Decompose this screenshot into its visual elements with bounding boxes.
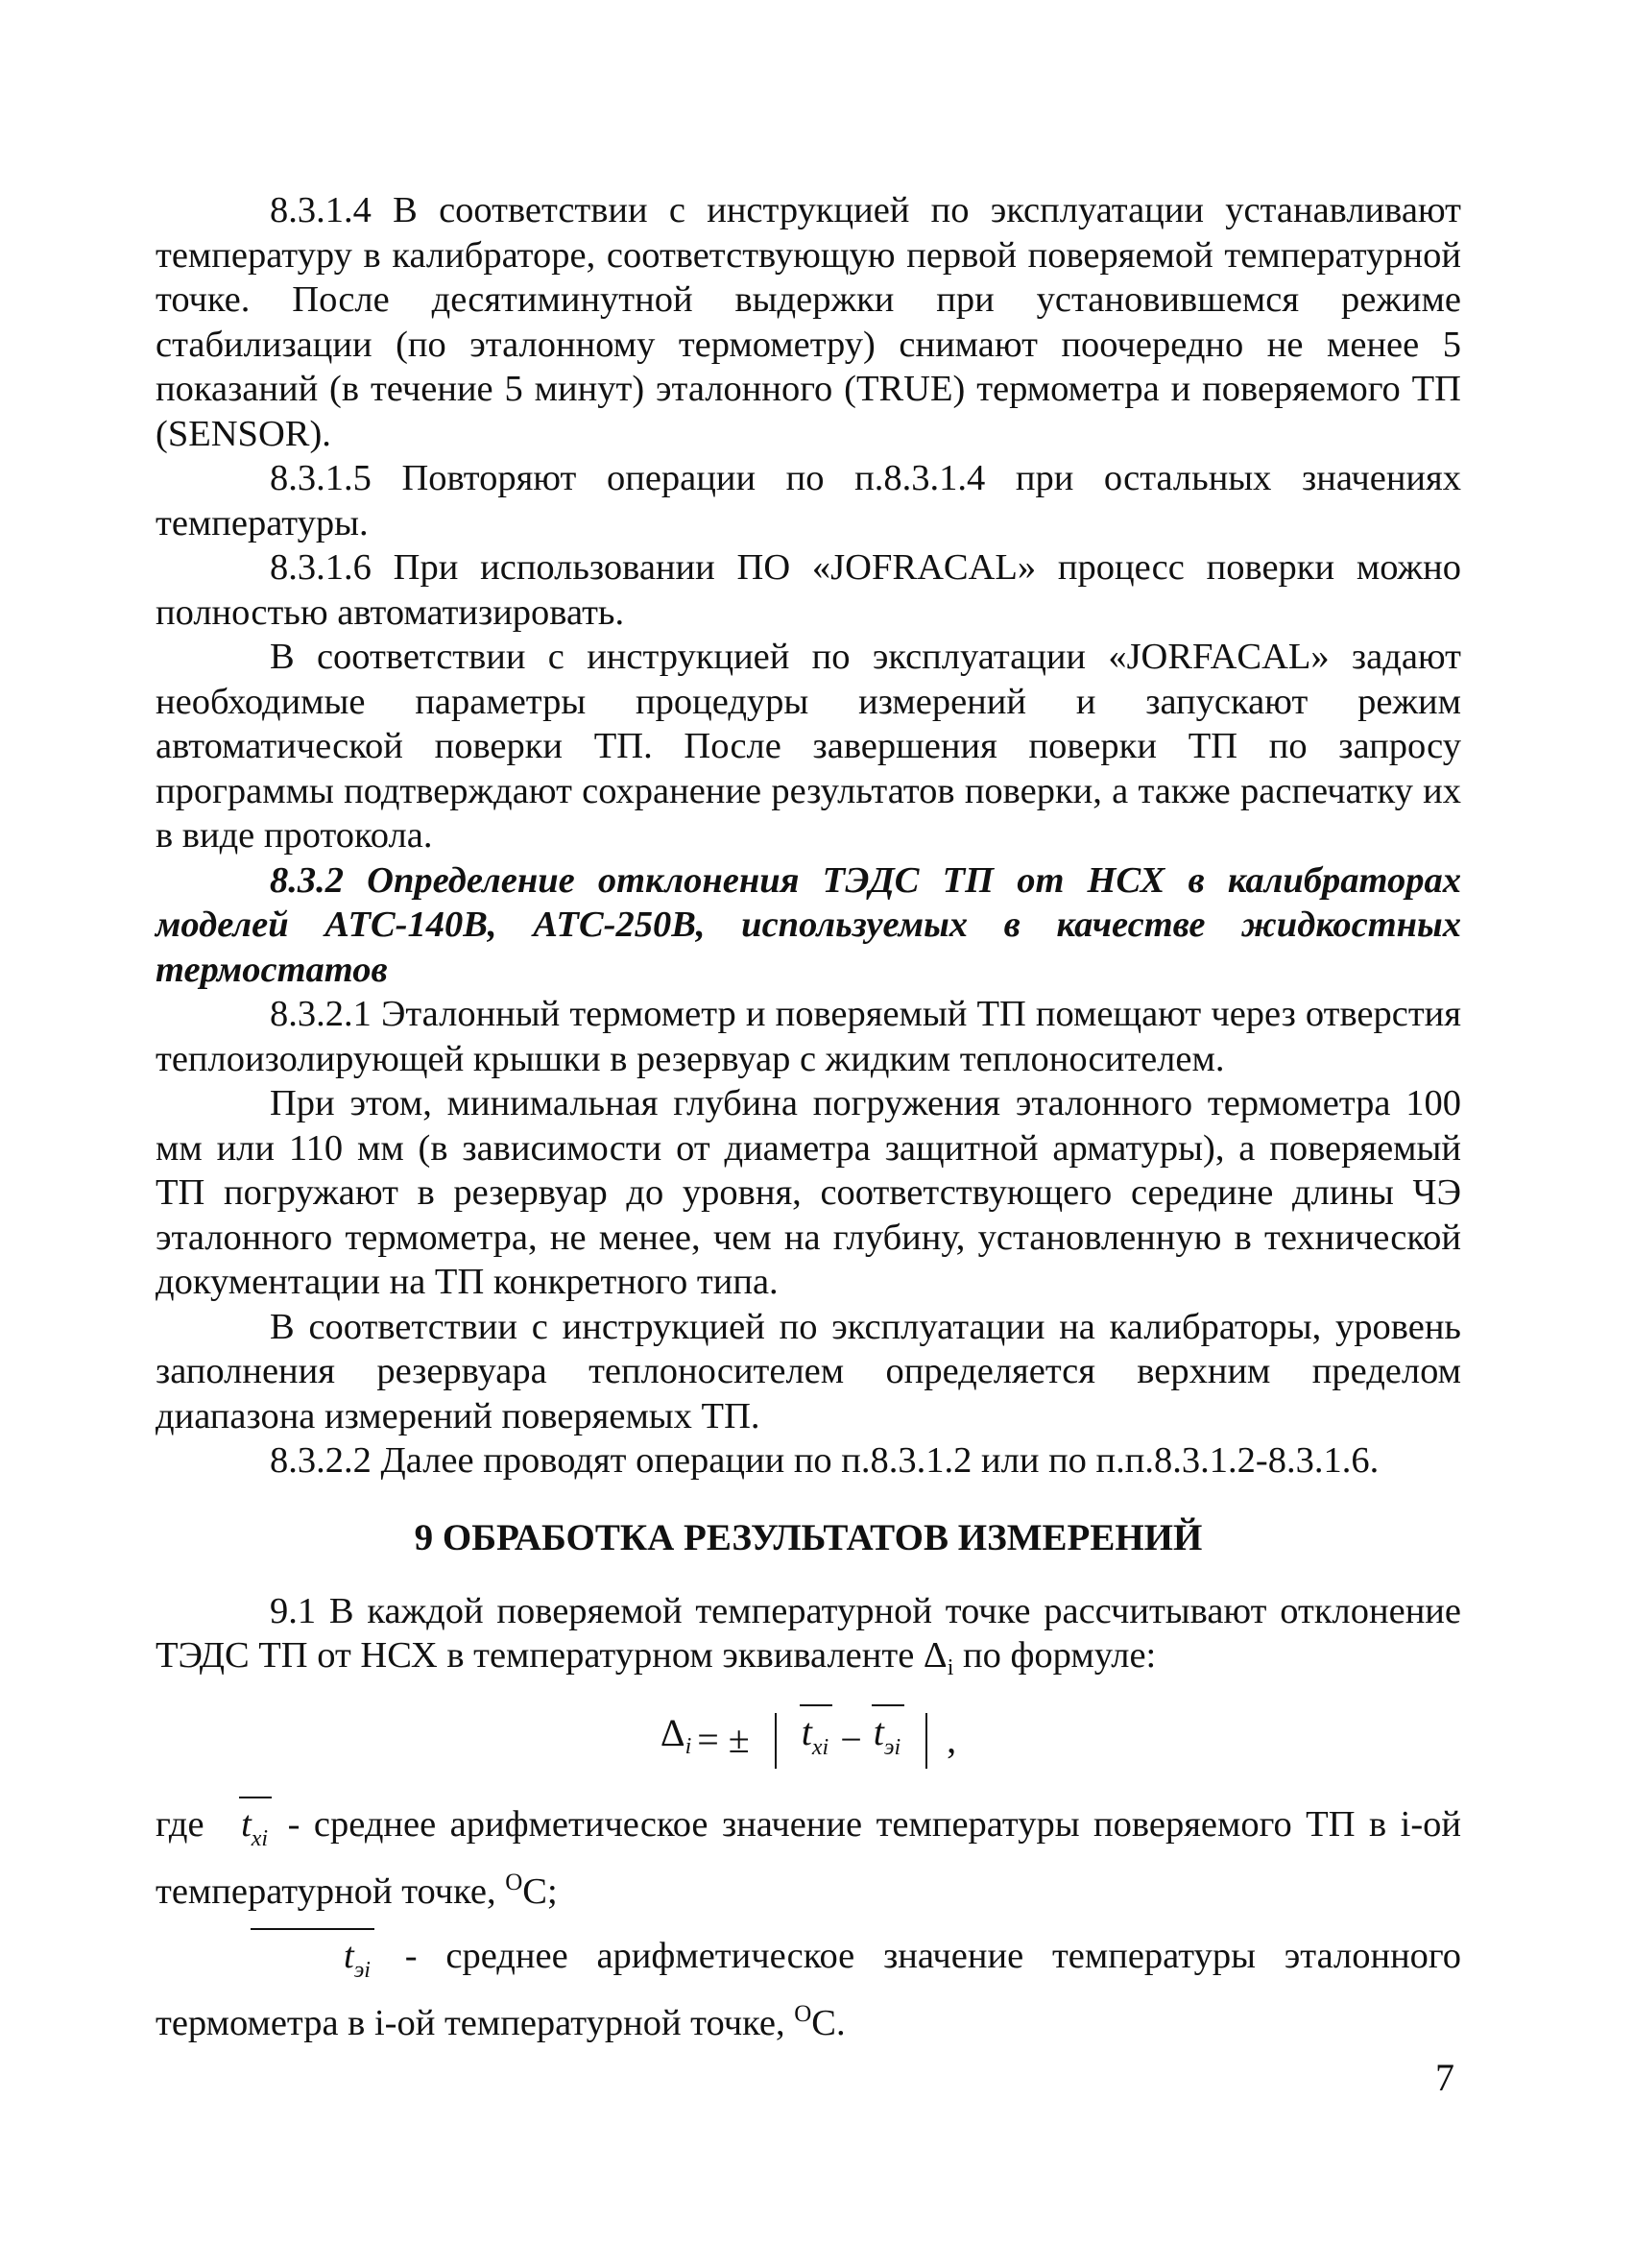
page-number: 7 [1435,2056,1454,2099]
paragraph-jorfacal: В соответствии с инструкцией по эксплуатации «JORFACAL» задают необходимые параметры процедуры измерений и запускают режим автоматической поверки ТП. После завершения поверки ТП по запросу программы подтверждают сохранение результатов поверки, а также распечатку их в виде протокола. [156,637,1461,856]
definition-var-te: $t_{эi}$ [247,1934,376,1993]
paragraph-8-3-1-5: 8.3.1.5 Повторяют операции по п.8.3.1.4 при остальных значениях температуры. [156,458,1461,543]
paragraph-9-1-text: 9.1 В каждой поверяемой температурной точке рассчитывают отклонение ТЭДС ТП от НСХ в температурном эквиваленте [156,1590,1461,1676]
definition-te [156,1934,1461,2046]
definition-var-tx: $t_{xi}$ [235,1802,274,1862]
definition-tx-text: - среднее арифметическое значение температуры поверяемого ТП в i-ой температурной точке, [156,1803,1462,1912]
paragraph-8-3-1-6: 8.3.1.6 При использовании ПО «JOFRACAL» процесс поверки можно полностью автоматизировать. [156,547,1461,633]
document-page [156,188,1461,2046]
definition-te-text: - среднее арифметическое значение температуры эталонного термометра в i-ой температурной точке, [156,1935,1461,2043]
formula-mean-te: $t_{эi}$ [868,1710,906,1771]
deviation-formula [156,1701,1461,1781]
delta-symbol: $\Delta_i$ [923,1635,954,1680]
definition-tx [156,1802,1461,1915]
definition-tx-unit: C; [522,1871,558,1912]
paragraph-9-1-tail: по формуле: [962,1635,1157,1676]
section-title-9: 9 ОБРАБОТКА РЕЗУЛЬТАТОВ ИЗМЕРЕНИЙ [414,1516,1203,1558]
abs-bar-left [775,1713,777,1769]
abs-bar-right [925,1713,927,1769]
formula-equals-plus-minus: = ± [697,1718,750,1762]
subsection-heading-8-3-2: 8.3.2 Определение отклонения ТЭДС ТП от НСХ в калибраторах моделей АТС-140В, АТС-250В, используемых в качестве жидкостных термостатов [156,859,1461,990]
degree-symbol-2: O [794,2001,812,2027]
paragraph-fill-level: В соответствии с инструкцией по эксплуатации на калибраторы, уровень заполнения резервуара теплоносителем определяется верхним пределом диапазона измерений поверяемых ТП. [156,1306,1461,1436]
paragraph-8-3-1-4: 8.3.1.4 В соответствии с инструкцией по эксплуатации устанавливают температуру в калибраторе, соответствующую первой поверяемой температурной точке. После десятиминутной выдержки при установившемся режиме стабилизации (по эталонному термометру) снимают поочередно не менее 5 показаний (в течение 5 минут) эталонного (TRUE) термометра и поверяемого ТП (SENSOR). [156,190,1461,454]
formula-mean-tx: $t_{xi}$ [796,1710,834,1771]
paragraph-8-3-2-2: 8.3.2.2 Далее проводят операции по п.8.3.1.2 или по п.п.8.3.1.2-8.3.1.6. [270,1440,1380,1481]
definition-where: где [156,1803,204,1845]
paragraph-9-1 [156,1589,1461,1691]
degree-symbol: O [505,1870,523,1895]
formula-comma: , [947,1718,957,1762]
paragraph-8-3-2-1: 8.3.2.1 Эталонный термометр и поверяемый ТП помещают через отверстия теплоизолирующей крышки в резервуар с жидким теплоносителем. [156,994,1461,1079]
formula-lhs: $\Delta_i$ [660,1711,692,1760]
formula-minus: − [840,1718,862,1762]
definition-te-unit: C. [811,2003,846,2043]
paragraph-immersion-depth: При этом, минимальная глубина погружения эталонного термометра 100 мм или 110 мм (в зависимости от диаметра защитной арматуры), а поверяемый ТП погружают в резервуар до уровня, соответствующего середине длины ЧЭ эталонного термометра, не менее, чем на глубину, установленную в технической документации на ТП конкретного типа. [156,1083,1461,1302]
